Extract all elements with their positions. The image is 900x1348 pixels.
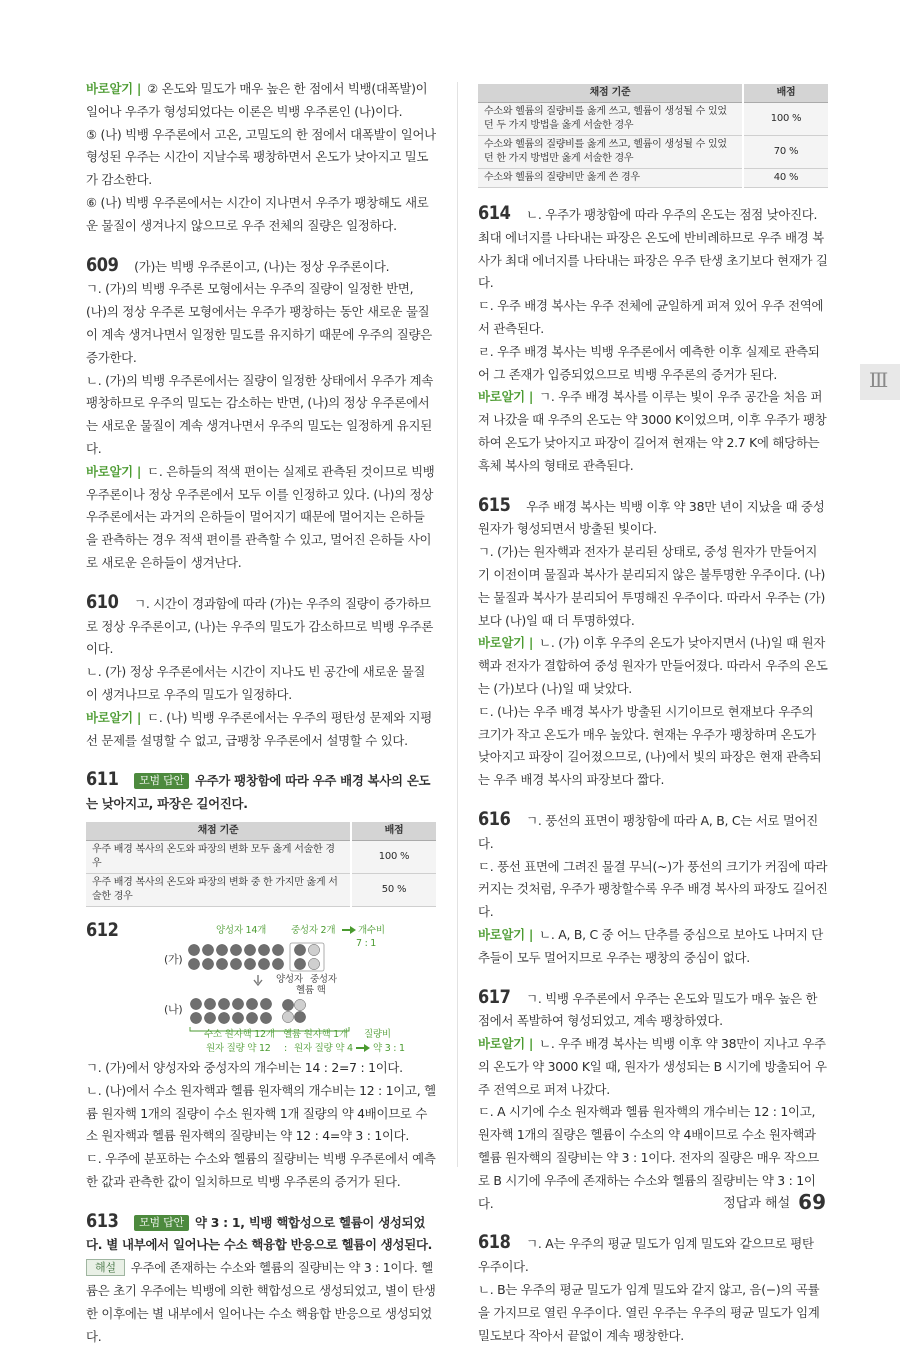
question-number: 613 [86, 1209, 119, 1232]
down-arrow-icon [254, 975, 262, 985]
question-number: 617 [478, 985, 511, 1008]
hydrogen-nucleus-ball [218, 1012, 229, 1023]
page-footer [723, 1190, 826, 1214]
intro-p3: ⑥ (나) 빅뱅 우주론에서는 시간이 지나면서 우주가 팽창해도 새로운 물질이 생겨나지 않으므로 우주 전체의 질량은 일정하다. [86, 194, 429, 233]
q614-p3: ㄹ. 우주 배경 복사는 빅뱅 우주론에서 예측한 이후 실제로 관측되어 그 존재가 입증되었으므로 빅뱅 우주론의 증거가 된다. [478, 343, 820, 382]
question-number: 612 [86, 918, 119, 941]
mass-ratio-label: 질량비 [364, 1028, 391, 1040]
q613-explain: 해설 우주에 존재하는 수소와 헬륨의 질량비는 약 3 : 1이다. 헬륨은 초기 우주에는 빅뱅에 의한 핵합성으로 생성되었고, 별이 탄생한 이후에는 별 내부에서 일어나는 수소 핵융합 반응으로 생성되었다. [86, 1260, 436, 1344]
chapter-tab-label: Ⅲ [869, 368, 889, 392]
proton-ball [230, 944, 241, 955]
hydrogen-nucleus-ball [246, 998, 257, 1009]
hydrogen-nucleus-ball [260, 998, 271, 1009]
question-number: 614 [478, 202, 511, 224]
question-616: 616 ㄱ. 풍선의 표면이 팽창함에 따라 A, B, C는 서로 멀어진다. ㄷ. 풍선 표면에 그려진 물결 무늬(~)가 풍선의 크기가 커짐에 따라 커지는 것처럼, 우주가 팽창할수록 우주 배경 복사의 파장도 길어진다. 바로알기 | ㄴ. A, B, C 중 어느 단추를 중심으로 보아도 나머지 단추들이 모두 멀어지므로 우주는 팽창의 중심이 없다. [478, 808, 828, 970]
nucleus-diagram-svg [86, 923, 436, 1053]
question-611: 611 모범 답안 우주가 팽창함에 따라 우주 배경 복사의 온도는 낮아지고, 파장은 길어진다. 채점 기준 배점 우주 배경 복사의 온도와 파장의 변화 모두 옳게 서술한 경우 100 % 우주 배경 복사의 온도와 파장의 변화 중 한 가지만 옳게 서술한 경우 50 % [86, 768, 436, 907]
question-610: 610 ㄱ. 시간이 경과함에 따라 (가)는 우주의 질량이 증가하므로 정상 우주론이고, (나)는 우주의 밀도가 감소하므로 빅뱅 우주론이다. ㄴ. (가) 정상 우주론에서는 시간이 지나도 빈 공간에 새로운 물질이 생겨나므로 우주의 밀도가 일정하다. 바로알기 | ㄷ. (나) 빅뱅 우주론에서는 우주의 평탄성 문제와 지평선 문제를 설명할 수 없고, 급팽창 우주론에서 설명할 수 있다. [86, 591, 436, 753]
proton-ball [216, 944, 227, 955]
mass-separator: : [284, 1042, 287, 1053]
q614-p2: ㄷ. 우주 배경 복사는 우주 전체에 균일하게 퍼져 있어 우주 전역에서 관측된다. [478, 298, 824, 336]
column-divider [457, 82, 458, 1167]
proton-ball [244, 944, 255, 955]
na-particles [190, 998, 305, 1023]
neutron-count-label: 중성자 2개 [291, 924, 336, 936]
nucleus-diagram [86, 918, 436, 1053]
q610-p2: ㄴ. (가) 정상 우주론에서는 시간이 지나도 빈 공간에 새로운 물질이 생겨나므로 우주의 밀도가 일정하다. [86, 664, 426, 702]
question-number: 611 [86, 768, 119, 791]
question-number: 610 [86, 590, 119, 613]
helium-neutron-ball [282, 1011, 293, 1022]
proton-ball [294, 944, 305, 955]
footer-label: 정답과 해설 [723, 1196, 791, 1211]
explanation-label: 해설 [86, 1259, 125, 1276]
intro-p2: ⑤ (나) 빅뱅 우주론에서 고온, 고밀도의 한 점에서 대폭발이 일어나 형성된 우주는 시간이 지날수록 팽창하면서 온도가 낮아지고 밀도가 감소한다. [86, 126, 436, 188]
hydrogen-nucleus-ball [232, 1012, 243, 1023]
ga-particles [188, 944, 319, 969]
q615-p3: 바로알기 | ㄴ. (가) 이후 우주의 온도가 낮아지면서 (나)일 때 원자핵과 전자가 결합하여 중성 원자가 만들어졌다. 따라서 우주의 온도는 (가)보다 (나)일 때 낮았다. [478, 635, 828, 696]
proton-ball [188, 958, 199, 969]
proton-ball [244, 958, 255, 969]
page-number: 69 [798, 1190, 826, 1214]
proton-count-label: 양성자 14개 [216, 924, 267, 936]
q609-p3: ㄴ. (가)의 빅뱅 우주론에서는 질량이 일정한 상태에서 우주가 계속 팽창하므로 우주의 밀도는 감소하는 반면, (나)의 정상 우주론에서는 새로운 물질이 계속 생겨나면서 우주의 밀도는 일정하게 유지된다. [86, 372, 434, 456]
question-617: 617 ㄱ. 빅뱅 우주론에서 우주는 온도와 밀도가 매우 높은 한 점에서 폭발하여 형성되었고, 계속 팽창하였다. 바로알기 | ㄴ. 우주 배경 복사는 빅뱅 이후 약 38만이 지나고 우주의 온도가 약 3000 K일 때, 원자가 생성되는 B 시기에 방출되어 우주 전역으로 퍼져 나갔다. ㄷ. A 시기에 수소 원자핵과 헬륨 원자핵의 개수비는 12 : 1이고, 원자핵 1개의 질량은 헬륨이 수소의 약 4배이므로 수소 원자핵과 헬륨 원자핵의 질량비는 약 3 : 1이다. 전자의 질량은 매우 작으므로 B 시기에 우주에 존재하는 수소와 헬륨의 질량비는 약 3 : 1이다. [478, 986, 828, 1216]
question-614: 614 ㄴ. 우주가 팽창함에 따라 우주의 온도는 점점 낮아진다. 최대 에너지를 나타내는 파장은 온도에 반비례하므로 우주 배경 복사가 최대 에너지를 나타내는 파장은 우주 탄생 초기보다 현재가 길다. ㄷ. 우주 배경 복사는 우주 전체에 균일하게 퍼져 있어 우주 전역에서 관측된다. ㄹ. 우주 배경 복사는 빅뱅 우주론에서 예측한 이후 실제로 관측되어 그 존재가 입증되었으므로 빅뱅 우주론의 증거가 된다. 바로알기 | ㄱ. 우주 배경 복사를 이루는 빛이 우주 공간을 처음 퍼져 나갔을 때 우주의 온도는 약 3000 K이었으며, 이후 우주가 팽창하여 온도가 낮아지고 파장이 길어져 현재는 약 2.7 K에 해당하는 흑체 복사의 형태로 관측된다. [478, 202, 828, 478]
proton-ball [258, 944, 269, 955]
intro-p1: 바로알기 | ② 온도와 밀도가 매우 높은 한 점에서 빅뱅(대폭발)이 일어나 우주가 형성되었다는 이론은 빅뱅 우주론인 (나)이다. [86, 81, 428, 119]
neutron-ball [308, 944, 319, 955]
label-na: (나) [164, 1002, 183, 1016]
grading-table-613: 채점 기준 배점 수소와 헬륨의 질량비를 옳게 쓰고, 헬륨이 생성될 수 있었던 두 가지 방법을 옳게 서술한 경우 100 % 수소와 헬륨의 질량비를 옳게 쓰고, 헬륨이 생성될 수 있었던 한 가지 방법만 옳게 서술한 경우 70 % 수소와 헬륨의 질량비만 옳게 쓴 경우 40 % [478, 84, 828, 188]
helium-neutron-ball [294, 999, 305, 1010]
mass-line-a: 원자 질량 약 12 [206, 1042, 271, 1053]
question-number: 618 [478, 1231, 511, 1254]
hydrogen-nucleus-ball [190, 998, 201, 1009]
proton-small-label: 양성자 [276, 973, 303, 985]
table-row: 수소와 헬륨의 질량비를 옳게 쓰고, 헬륨이 생성될 수 있었던 한 가지 방법만 옳게 서술한 경우 70 % [478, 136, 828, 169]
helium-proton-ball [282, 999, 293, 1010]
question-612 [86, 918, 436, 1194]
ratio-value: 7 : 1 [356, 937, 377, 949]
ratio-label: 개수비 [358, 924, 385, 936]
q612-p1: ㄱ. (가)에서 양성자와 중성자의 개수비는 14 : 2=7 : 1이다. [86, 1059, 403, 1075]
q615-p4: ㄷ. (나)는 우주 배경 복사가 방출된 시기이므로 현재보다 우주의 크기가 작고 온도가 매우 높았다. 현재는 우주가 팽창하며 온도가 낮아지고 파장이 길어졌으므로, (나)에서 빛의 파장은 현재 관측되는 우주 배경 복사의 파장보다 짧다. [478, 703, 822, 788]
question-number: 616 [478, 807, 511, 830]
arrow-icon [356, 1044, 370, 1052]
proton-ball [272, 958, 283, 969]
label-ga: (가) [164, 952, 183, 966]
table-row: 수소와 헬륨의 질량비만 옳게 쓴 경우 40 % [478, 169, 828, 188]
proton-ball [294, 958, 305, 969]
q610-p3: 바로알기 | ㄷ. (나) 빅뱅 우주론에서는 우주의 평탄성 문제와 지평선 문제를 설명할 수 없고, 급팽창 우주론에서 설명할 수 있다. [86, 709, 432, 748]
grading-table-611: 채점 기준 배점 우주 배경 복사의 온도와 파장의 변화 모두 옳게 서술한 경우 100 % 우주 배경 복사의 온도와 파장의 변화 중 한 가지만 옳게 서술한 경우 50 % [86, 822, 436, 907]
hydrogen-nucleus-ball [246, 1012, 257, 1023]
arrow-icon [342, 926, 356, 934]
q617-p2: 바로알기 | ㄴ. 우주 배경 복사는 빅뱅 이후 약 38만이 지나고 우주의 온도가 약 3000 K일 때, 원자가 생성되는 B 시기에 방출되어 우주 전역으로 퍼져 나갔다. [478, 1036, 827, 1097]
model-answer-badge: 모범 답안 [134, 773, 189, 789]
hydrogen-nucleus-ball [204, 998, 215, 1009]
left-column [86, 78, 436, 1348]
q617-p3: ㄷ. A 시기에 수소 원자핵과 헬륨 원자핵의 개수비는 12 : 1이고, 원자핵 1개의 질량은 헬륨이 수소의 약 4배이므로 수소 원자핵과 헬륨 원자핵의 질량비는 약 3 : 1이다. 전자의 질량은 매우 작으므로 B 시기에 우주에 존재하는 수소와 헬륨의 질량비는 약 3 : 1이다. [478, 1104, 820, 1211]
table-row: 우주 배경 복사의 온도와 파장의 변화 모두 옳게 서술한 경우 100 % [86, 840, 436, 873]
q609-p2: ㄱ. (가)의 빅뱅 우주론 모형에서는 우주의 질량이 일정한 반면, (나)의 정상 우주론 모형에서는 우주가 팽창하는 동안 새로운 물질이 계속 생겨나면서 일정한 밀도를 유지하기 때문에 우주의 질량은 증가한다. [86, 281, 432, 365]
hydrogen-nucleus-ball [218, 998, 229, 1009]
mass-ratio-value: 약 3 : 1 [373, 1042, 405, 1053]
right-column [478, 78, 828, 1347]
model-answer-badge: 모범 답안 [134, 1215, 189, 1231]
q609-p4: 바로알기 | ㄷ. 은하들의 적색 편이는 실제로 관측된 것이므로 빅뱅 우주론이나 정상 우주론에서 모두 이를 인정하고 있다. (나)의 정상 우주론에서는 과거의 은하들이 멀어지기 때문에 멀어지는 은하들을 관측하는 경우 적색 편이를 관측할 수 있고, 멀어진 은하들 사이로 새로운 은하들이 생겨난다. [86, 463, 435, 570]
proton-ball [202, 958, 213, 969]
helium-count-label: 헬륨 원자핵 1개 [283, 1028, 348, 1040]
neutron-small-label: 중성자 [310, 973, 337, 985]
chapter-tab [860, 364, 900, 400]
q612-p3: ㄷ. 우주에 분포하는 수소와 헬륨의 질량비는 빅뱅 우주론에서 예측한 값과 관측한 값이 일치하므로 빅뱅 우주론의 증거가 된다. [86, 1151, 436, 1189]
question-618: 618 ㄱ. A는 우주의 평균 밀도가 임계 밀도와 같으므로 평탄 우주이다. ㄴ. B는 우주의 평균 밀도가 임계 밀도와 같지 않고, 음(−)의 곡률을 가지므로 열린 우주이다. 열린 우주는 우주의 평균 밀도가 임계 밀도보다 작아서 끝없이 계속 팽창한다. [478, 1231, 828, 1347]
hydrogen-nucleus-ball [204, 1012, 215, 1023]
hydrogen-count-label: 수소 원자핵 12개 [204, 1028, 275, 1040]
hydrogen-nucleus-ball [260, 1012, 271, 1023]
table-row: 수소와 헬륨의 질량비를 옳게 쓰고, 헬륨이 생성될 수 있었던 두 가지 방법을 옳게 서술한 경우 100 % [478, 103, 828, 136]
proton-ball [272, 944, 283, 955]
question-613: 613 모범 답안 약 3 : 1, 빅뱅 핵합성으로 헬륨이 생성되었다. 별 내부에서 일어나는 수소 핵융합 반응으로 헬륨이 생성된다. 해설 우주에 존재하는 수소와 헬륨의 질량비는 약 3 : 1이다. 헬륨은 초기 우주에는 빅뱅에 의한 핵합성으로 생성되었고, 별이 탄생한 이후에는 별 내부에서 일어나는 수소 핵융합 반응으로 생성되었다. [86, 1210, 436, 1348]
q616-p2: ㄷ. 풍선 표면에 그려진 물결 무늬(~)가 풍선의 크기가 커짐에 따라 커지는 것처럼, 우주가 팽창할수록 우주 배경 복사의 파장도 길어진다. [478, 858, 828, 920]
helium-proton-ball [294, 1011, 305, 1022]
question-number: 609 [86, 253, 119, 276]
proton-ball [216, 958, 227, 969]
mass-line-b: 원자 질량 약 4 [294, 1042, 353, 1053]
q616-p3: 바로알기 | ㄴ. A, B, C 중 어느 단추를 중심으로 보아도 나머지 단추들이 모두 멀어지므로 우주는 팽창의 중심이 없다. [478, 926, 823, 965]
proton-ball [258, 958, 269, 969]
question-609: 609 (가)는 빅뱅 우주론이고, (나)는 정상 우주론이다. ㄱ. (가)의 빅뱅 우주론 모형에서는 우주의 질량이 일정한 반면, (나)의 정상 우주론 모형에서는 우주가 팽창하는 동안 새로운 물질이 계속 생겨나면서 일정한 밀도를 유지하기 때문에 우주의 질량은 증가한다. ㄴ. (가)의 빅뱅 우주론에서는 질량이 일정한 상태에서 우주가 계속 팽창하므로 우주의 밀도는 감소하는 반면, (나)의 정상 우주론에서는 새로운 물질이 계속 생겨나면서 우주의 밀도는 일정하게 유지된다. 바로알기 | ㄷ. 은하들의 적색 편이는 실제로 관측된 것이므로 빅뱅 우주론이나 정상 우주론에서 모두 이를 인정하고 있다. (나)의 정상 우주론에서는 과거의 은하들이 멀어지기 때문에 멀어지는 은하들을 관측하는 경우 적색 편이를 관측할 수 있고, 멀어진 은하들 사이로 새로운 은하들이 생겨난다. [86, 254, 436, 575]
proton-ball [230, 958, 241, 969]
question-number: 615 [478, 493, 511, 516]
q614-p4: 바로알기 | ㄱ. 우주 배경 복사를 이루는 빛이 우주 공간을 처음 퍼져 나갔을 때 우주의 온도는 약 3000 K이었으며, 이후 우주가 팽창하여 온도가 낮아지고 파장이 길어져 현재는 약 2.7 K에 해당하는 흑체 복사의 형태로 관측된다. [478, 389, 827, 473]
question-615: 615 우주 배경 복사는 빅뱅 이후 약 38만 년이 지났을 때 중성 원자가 형성되면서 방출된 빛이다. ㄱ. (가)는 원자핵과 전자가 분리된 상태로, 중성 원자가 만들어지기 이전이며 물질과 복사가 분리되지 않은 불투명한 우주이다. (나)는 물질과 복사가 분리되어 투명해진 우주이다. 따라서 우주는 (가)보다 (나)일 때 더 투명하였다. 바로알기 | ㄴ. (가) 이후 우주의 온도가 낮아지면서 (나)일 때 원자핵과 전자가 결합하여 중성 원자가 만들어졌다. 따라서 우주의 온도는 (가)보다 (나)일 때 낮았다. ㄷ. (나)는 우주 배경 복사가 방출된 시기이므로 현재보다 우주의 크기가 작고 온도가 매우 높았다. 현재는 우주가 팽창하며 온도가 낮아지고 파장이 길어졌으므로, (나)에서 빛의 파장은 현재 관측되는 우주 배경 복사의 파장보다 짧다. [478, 494, 828, 792]
neutron-ball [308, 958, 319, 969]
q618-p2: ㄴ. B는 우주의 평균 밀도가 임계 밀도와 같지 않고, 음(−)의 곡률을 가지므로 열린 우주이다. 열린 우주는 우주의 평균 밀도가 임계 밀도보다 작아서 끝없이 계속 팽창한다. [478, 1282, 820, 1343]
q612-p2: ㄴ. (나)에서 수소 원자핵과 헬륨 원자핵의 개수비는 12 : 1이고, 헬륨 원자핵 1개의 질량이 수소 원자핵 1개 질량의 약 4배이므로 수소 원자핵과 헬륨 원자핵의 질량비는 약 12 : 4=약 3 : 1이다. [86, 1082, 436, 1144]
hydrogen-nucleus-ball [232, 998, 243, 1009]
baroalgi-label: 바로알기 [86, 81, 133, 96]
helium-nucleus-label: 헬륨 핵 [296, 984, 326, 996]
proton-ball [188, 944, 199, 955]
proton-ball [202, 944, 213, 955]
q615-p2: ㄱ. (가)는 원자핵과 전자가 분리된 상태로, 중성 원자가 만들어지기 이전이며 물질과 복사가 분리되지 않은 불투명한 우주이다. (나)는 물질과 복사가 분리되어 투명해진 우주이다. 따라서 우주는 (가)보다 (나)일 때 더 투명하였다. [478, 544, 826, 628]
table-row: 우주 배경 복사의 온도와 파장의 변화 중 한 가지만 옳게 서술한 경우 50 % [86, 873, 436, 906]
hydrogen-nucleus-ball [190, 1012, 201, 1023]
